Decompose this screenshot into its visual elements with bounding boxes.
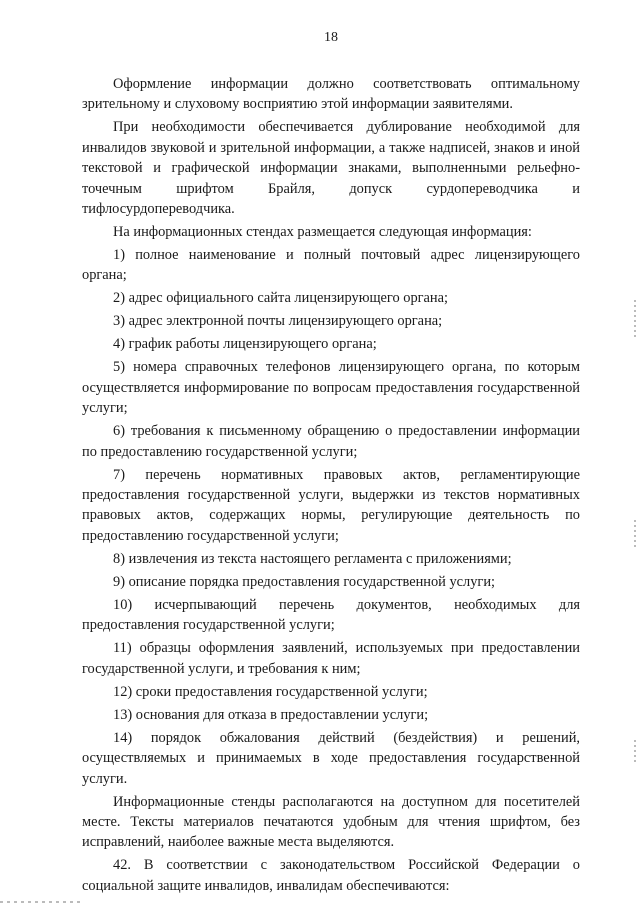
- list-item: 6) требования к письменному обращению о предоставлении информации по предоставлению государственной услуги;: [82, 423, 580, 460]
- scan-artifact: [634, 740, 636, 764]
- list-item: 10) исчерпывающий перечень документов, необходимых для предоставления государственной услуги;: [82, 596, 580, 634]
- list-item: 9) описание порядка предоставления государственной услуги;: [113, 573, 496, 590]
- list-item: 13) основания для отказа в предоставлении услуги;: [113, 706, 429, 723]
- paragraph: Оформление информации должно соответствовать оптимальному зрительному и слуховому восприятию этой информации заявителями.: [82, 76, 580, 113]
- list-item: 4) график работы лицензирующего органа;: [113, 336, 377, 353]
- page-number: 18: [324, 30, 338, 45]
- document-body: [82, 74, 580, 896]
- list-item: 11) образцы оформления заявлений, используемых при предоставлении государственной услуги, и требования к ним;: [82, 640, 580, 677]
- paragraph: Информационные стенды располагаются на доступном для посетителей месте. Тексты материалов печатаются удобным для чтения шрифтом, без исправлений, наиболее важные места выделяются.: [82, 793, 580, 851]
- list-item: 12) сроки предоставления государственной услуги;: [113, 683, 428, 700]
- list-item: 1) полное наименование и полный почтовый адрес лицензирующего органа;: [82, 247, 580, 284]
- scan-artifact: [634, 300, 636, 340]
- list-item: 8) извлечения из текста настоящего регламента с приложениями;: [113, 550, 512, 567]
- paragraph: На информационных стендах размещается следующая информация:: [113, 224, 532, 241]
- paragraph: 42. В соответствии с законодательством Российской Федерации о социальной защите инвалидов, инвалидам обеспечиваются:: [82, 857, 580, 894]
- scan-artifact: [634, 520, 636, 550]
- scan-artifact: [0, 901, 80, 903]
- list-item: 2) адрес официального сайта лицензирующего органа;: [113, 290, 449, 307]
- list-item: 14) порядок обжалования действий (бездействия) и решений, осуществляемых и принимаемых в ходе предоставления государственной услуги.: [82, 729, 580, 787]
- list-item: 3) адрес электронной почты лицензирующего органа;: [113, 313, 443, 330]
- list-item: 5) номера справочных телефонов лицензирующего органа, по которым осуществляется информирование по вопросам предоставления государственной услуги;: [82, 359, 580, 417]
- list-item: 7) перечень нормативных правовых актов, регламентирующие предоставления государственной услуги, выдержки из текстов нормативных правовых актов, содержащих нормы, регулирующие деятельность по предоставлению государственной услуги;: [82, 466, 580, 544]
- paragraph: При необходимости обеспечивается дублирование необходимой для инвалидов звуковой и зрительной информации, а также надписей, знаков и иной текстовой и графической информации знаками, выполненными рельефно-точечным шрифтом Брайля, допуск сурдопереводчика и тифлосурдопереводчика.: [82, 119, 580, 218]
